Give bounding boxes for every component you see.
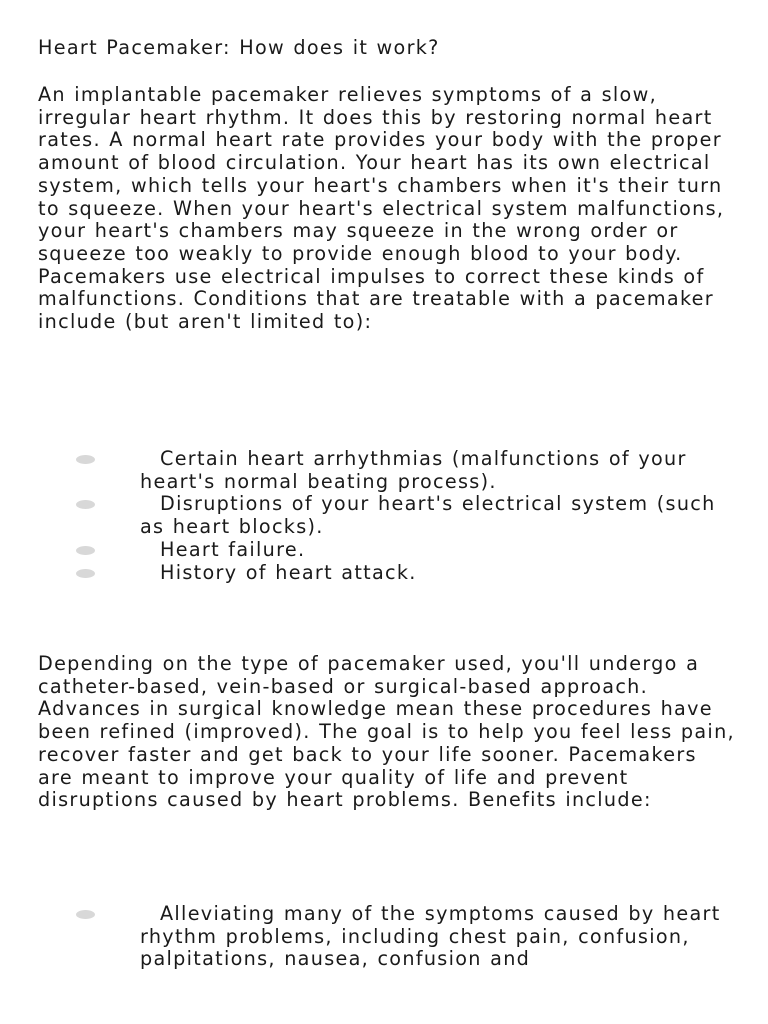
list-item-text: History of heart attack.: [160, 560, 417, 584]
list-item: [0, 903, 730, 971]
bullet-icon: [76, 500, 95, 509]
list-item-text: Certain heart arrhythmias (malfunctions of your heart's normal beating process).: [140, 447, 687, 493]
approach-paragraph: Depending on the type of pacemaker used, you'll undergo a catheter-based, vein-based or surgical-based approach. Advances in surgical knowledge mean these procedures have been refined (improved). The goal is to help you feel less pain, recover faster and get back to your life sooner. Pacemakers are meant to improve your quality of life and prevent disruptions caused by heart problems. Benefits include:: [38, 652, 735, 812]
list-item-text: Disruptions of your heart's electrical system (such as heart blocks).: [140, 492, 716, 539]
bullet-icon: [76, 569, 95, 578]
benefits-list: [0, 903, 768, 971]
intro-paragraph: An implantable pacemaker relieves symptoms of a slow, irregular heart rhythm. It does this by restoring normal heart rates. A normal heart rate provides your body with the proper amount of blood circulation. Your heart has its own electrical system, which tells your heart's chambers when it's their turn to squeeze. When your heart's electrical system malfunctions, your heart's chambers may squeeze in the wrong order or squeeze too weakly to provide enough blood to your body. Pacemakers use electrical impulses to correct these kinds of malfunctions. Conditions that are treatable with a pacemaker include (but aren't limited to):: [38, 83, 725, 334]
bullet-icon: [76, 455, 95, 464]
page-title: Heart Pacemaker: How does it work?: [38, 36, 440, 59]
bullet-icon: [76, 546, 95, 555]
bullet-icon: [76, 910, 95, 919]
list-item-text: Alleviating many of the symptoms caused by heart rhythm problems, including chest pain, confusion, palpitations, nausea, confusion and: [140, 902, 721, 971]
list-item-text: Heart failure.: [160, 537, 306, 561]
list-item: [0, 539, 730, 562]
list-item: [0, 448, 730, 493]
conditions-list: [0, 448, 768, 584]
list-item: [0, 562, 730, 585]
list-item: [0, 493, 730, 538]
